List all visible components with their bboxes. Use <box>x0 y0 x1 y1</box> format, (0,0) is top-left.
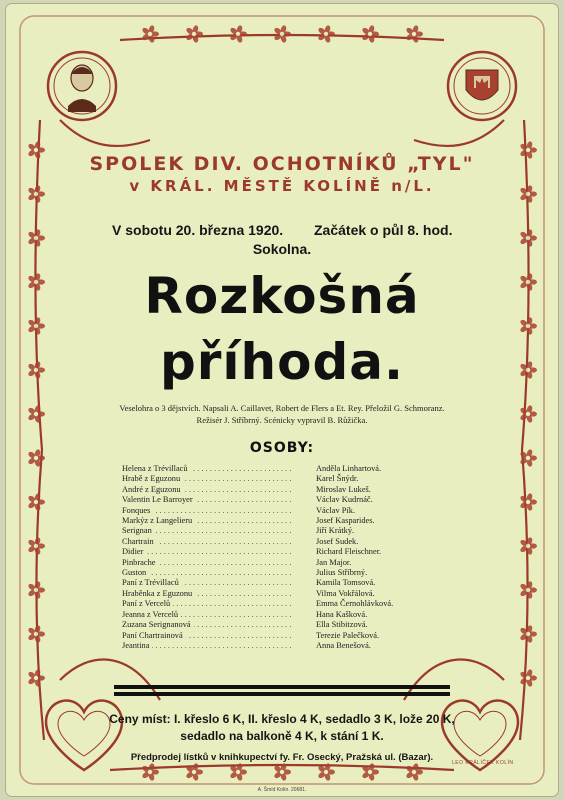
performance-date: V sobotu 20. března 1920. <box>112 222 284 238</box>
flower-ornament <box>141 763 159 782</box>
ticket-prices-line1: Ceny míst: I. křeslo 6 K, II. křeslo 4 K, sedadlo 3 K, lože 20 K, <box>109 712 455 726</box>
role-name: Zuzana Serignanová <box>122 620 194 629</box>
credits-director: Režisér J. Stříbrný. Scénicky vypravil B. Růžička. <box>196 415 368 425</box>
actor-name: Václav Pík. <box>316 505 356 515</box>
divider-rule-bottom <box>114 692 450 696</box>
role-name: Jeanna z Vercelů <box>122 610 181 619</box>
role-name: André z Eguzonu <box>122 485 184 494</box>
flower-ornament <box>185 25 203 44</box>
role-name: Hraběnka z Eguzonu <box>122 589 195 598</box>
cast-row <box>122 568 452 578</box>
actor-name: Jan Major. <box>316 557 352 567</box>
start-time: Začátek o půl 8. hod. <box>314 222 453 238</box>
credits-authors: Veselohra o 3 dějstvích. Napsali A. Caillavet, Robert de Flers a Et. Rey. Přeložil G. Schmoranz. <box>119 403 445 413</box>
flower-ornament <box>27 581 45 600</box>
cast-row <box>122 506 452 516</box>
divider-rule-top <box>114 685 450 689</box>
society-name-line1: SPOLEK DIV. OCHOTNÍKŮ „TYL" <box>89 153 475 175</box>
cast-row <box>122 620 452 630</box>
ticket-prices-line2: sedadlo na balkoně 4 K, k stání 1 K. <box>180 729 384 743</box>
actor-name: Julius Stříbrný. <box>316 568 368 578</box>
flower-ornament <box>519 537 537 556</box>
cast-row <box>122 495 452 505</box>
flower-ornament <box>361 25 379 44</box>
actor-name: Karel Šnýdr. <box>316 474 359 484</box>
flower-ornament <box>519 581 537 600</box>
actor-name: Jiří Krátký. <box>316 526 355 536</box>
cast-row <box>122 578 452 588</box>
actor-name: Vilma Vokřálová. <box>316 588 375 598</box>
actor-name: Richard Fleischner. <box>316 547 382 557</box>
flower-ornament <box>519 625 537 644</box>
cast-heading: OSOBY: <box>249 440 315 456</box>
actor-name: Hana Kašková. <box>316 609 368 619</box>
actor-name: Miroslav Lukeš. <box>316 484 371 494</box>
cast-row <box>122 464 452 474</box>
cast-row <box>122 641 452 651</box>
role-name: Serignan <box>122 526 155 535</box>
flower-ornament <box>27 493 45 512</box>
role-name: Didier <box>122 547 146 556</box>
cast-row <box>122 558 452 568</box>
flower-ornament <box>519 669 537 688</box>
flower-ornament <box>519 493 537 512</box>
actor-name: Václav Kudrnáč. <box>316 495 373 505</box>
role-name: Valentin Le Barroyer <box>122 495 196 504</box>
role-name: Jeantina <box>122 641 152 650</box>
flower-ornament <box>405 763 423 782</box>
role-name: Guston <box>122 568 149 577</box>
cast-row <box>122 631 452 641</box>
role-name: Fonques <box>122 506 153 515</box>
coat-of-arms-medallion <box>448 52 516 120</box>
flower-ornament <box>317 25 335 44</box>
society-name-line2: v KRÁL. MĚSTĚ KOLÍNĚ n/L. <box>129 177 435 195</box>
role-name: Helena z Trévillaců <box>122 464 191 473</box>
cast-row <box>122 485 452 495</box>
role-name: Chartrain <box>122 537 157 546</box>
actor-name: Josef Kasparides. <box>316 516 375 526</box>
role-name: Paní Chartrainová <box>122 631 186 640</box>
cast-list <box>122 464 452 651</box>
cast-row <box>122 516 452 526</box>
actor-name: Kamila Tomsová. <box>316 578 376 588</box>
role-name: Hrabě z Eguzonu <box>122 474 183 483</box>
flower-ornament <box>405 25 423 44</box>
presale-info: Předprodej lístků v knihkupectví fy. Fr. Osecký, Pražská ul. (Bazar). <box>130 752 434 763</box>
cast-row <box>122 610 452 620</box>
actor-name: Anna Benešová. <box>316 640 371 650</box>
play-title-line2: příhoda. <box>159 333 405 391</box>
play-title-line1: Rozkošná <box>144 267 420 325</box>
printer-imprint: A. Šmíd Kolín. 20681. <box>257 787 307 793</box>
flower-ornament <box>141 25 159 44</box>
portrait-medallion <box>48 52 116 120</box>
flower-ornament <box>27 537 45 556</box>
artist-signature: LEO KRÁLÍČEK KOLÍN <box>452 760 514 766</box>
flower-ornament <box>27 625 45 644</box>
actor-name: Terezie Palečková. <box>316 630 380 640</box>
flower-ornament <box>27 669 45 688</box>
actor-name: Emma Černohlávková. <box>316 599 394 609</box>
venue: Sokolna. <box>252 241 312 257</box>
cast-row <box>122 537 452 547</box>
actor-name: Anděla Linhartová. <box>316 464 382 473</box>
cast-row <box>122 589 452 599</box>
actor-name: Ella Stibitzová. <box>316 620 368 630</box>
role-name: Paní z Trévillaců <box>122 578 182 587</box>
role-name: Pinbrache <box>122 558 159 567</box>
role-name: Paní z Vercelů <box>122 599 173 608</box>
cast-row <box>122 474 452 484</box>
cast-row <box>122 599 452 609</box>
role-name: Markýz z Langelieru <box>122 516 195 525</box>
cast-row <box>122 526 452 536</box>
cast-row <box>122 547 452 557</box>
flower-ornament <box>229 25 247 44</box>
actor-name: Josef Sudek. <box>316 536 359 546</box>
